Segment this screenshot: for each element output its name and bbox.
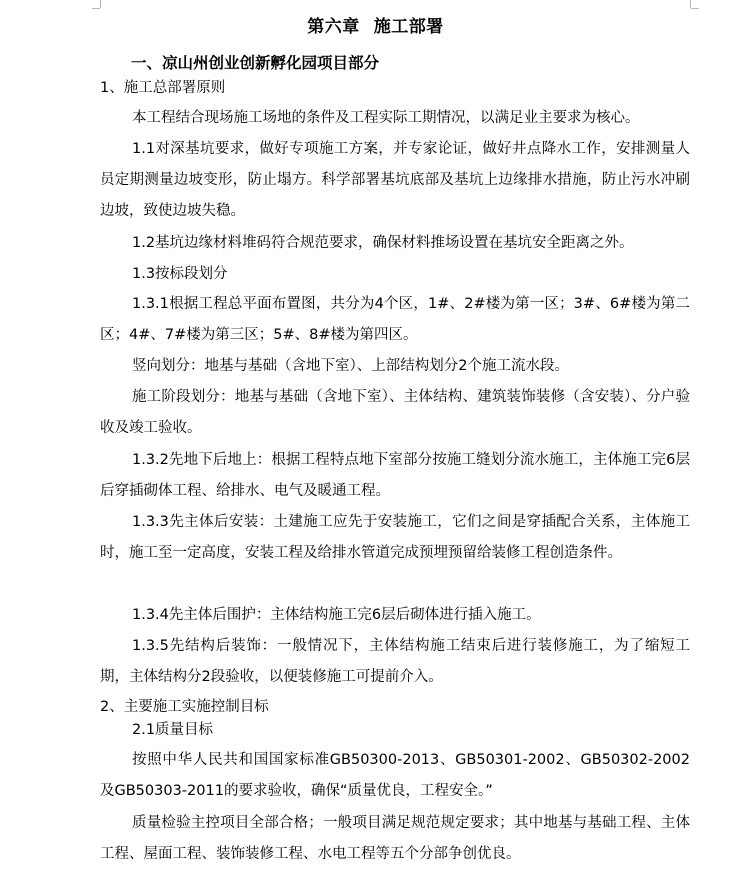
paragraph-1-3: 1.3按标段划分 — [132, 266, 228, 282]
chapter-title — [0, 12, 751, 37]
heading-quality-target: 2.1质量目标 — [132, 722, 214, 738]
paragraph-vertical-division: 竖向划分：地基与基础（含地下室）、上部结构划分2个施工流水段。 — [132, 358, 569, 374]
crop-mark-top-left-h — [92, 8, 100, 9]
paragraph-standards: 按照中华人民共和国国家标准GB50300-2013、GB50301-2002、GB50302-2002及GB50303-2011的要求验收，确保“质量优良，工程安全。” — [100, 752, 690, 799]
heading-control-targets: 2、主要施工实施控制目标 — [100, 699, 269, 715]
paragraph-1-1: 1.1对深基坑要求，做好专项施工方案，并专家论证，做好井点降水工作，安排测量人员定期测量边坡变形，防止塌方。科学部署基坑底部及基坑上边缘排水措施，防止污水冲刷边坡，致使边坡失稳。 — [100, 141, 690, 219]
crop-mark-top-right-h — [691, 8, 699, 9]
chapter-number: 第六章 — [307, 17, 360, 37]
paragraph-1-3-3: 1.3.3先主体后安装：土建施工应先于安装施工，它们之间是穿插配合关系，主体施工时，施工至一定高度，安装工程及给排水管道完成预埋预留给装修工程创造条件。 — [100, 514, 690, 561]
section-title: 一、凉山州创业创新孵化园项目部分 — [131, 53, 380, 72]
paragraph-1-2: 1.2基坑边缘材料堆码符合规范要求，确保材料推场设置在基坑安全距离之外。 — [132, 235, 634, 251]
heading-general-principle: 1、施工总部署原则 — [100, 80, 226, 96]
chapter-name: 施工部署 — [373, 17, 444, 37]
paragraph-1-3-2: 1.3.2先地下后地上：根据工程特点地下室部分按施工缝划分流水施工，主体施工完6层后穿插砌体工程、给排水、电气及暖通工程。 — [100, 452, 690, 499]
crop-mark-top-right — [690, 0, 691, 8]
paragraph-1-3-5: 1.3.5先结构后装饰：一般情况下，主体结构施工结束后进行装修施工，为了缩短工期，主体结构分2段验收，以便装修施工可提前介入。 — [100, 638, 690, 685]
paragraph-intro: 本工程结合现场施工场地的条件及工程实际工期情况，以满足业主要求为核心。 — [132, 110, 640, 126]
paragraph-inspection: 质量检验主控项目全部合格；一般项目满足规范规定要求；其中地基与基础工程、主体工程、屋面工程、装饰装修工程、水电工程等五个分部争创优良。 — [100, 815, 690, 862]
paragraph-stage-division: 施工阶段划分：地基与基础（含地下室）、主体结构、建筑装饰装修（含安装）、分户验收及竣工验收。 — [100, 389, 690, 436]
crop-mark-top-left — [100, 0, 101, 8]
paragraph-1-3-1: 1.3.1根据工程总平面布置图，共分为4个区，1#、2#楼为第一区；3#、6#楼为第二区；4#、7#楼为第三区；5#、8#楼为第四区。 — [100, 296, 690, 343]
paragraph-1-3-4: 1.3.4先主体后围护：主体结构施工完6层后砌体进行插入施工。 — [132, 607, 541, 623]
